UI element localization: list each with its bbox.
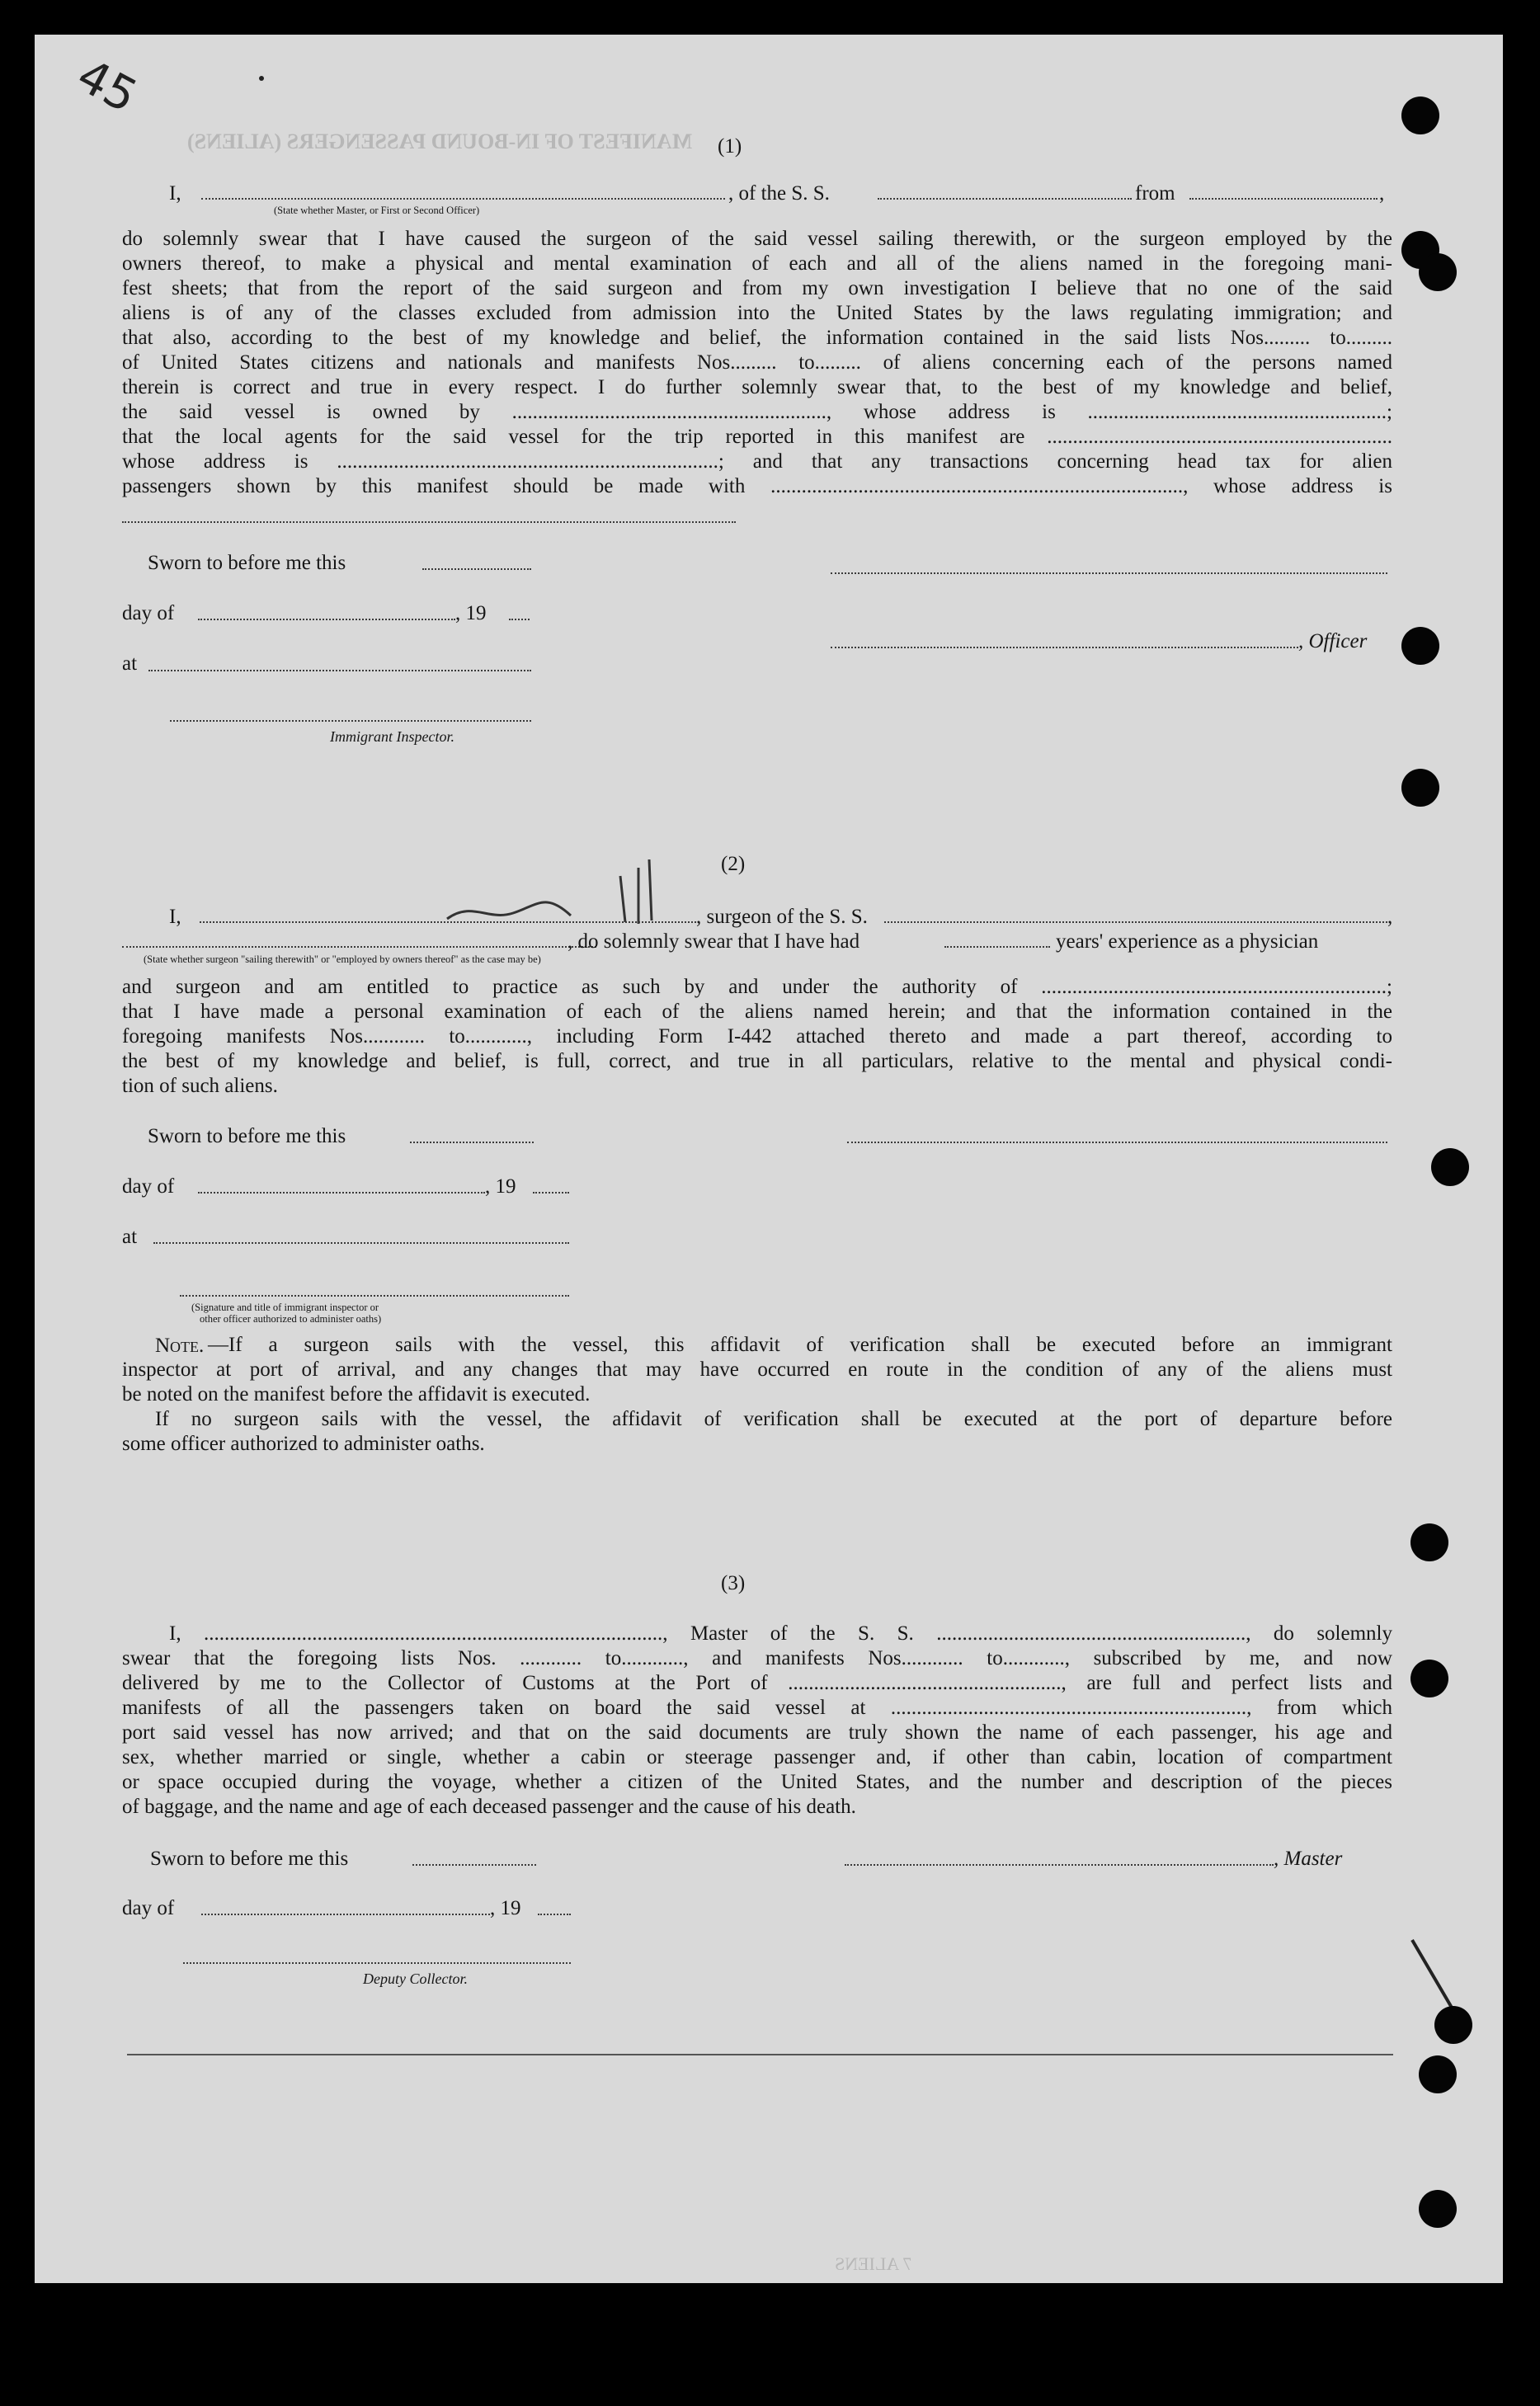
officer-name-field bbox=[201, 198, 725, 200]
sworn-day-field bbox=[422, 568, 531, 570]
punch-hole bbox=[1401, 627, 1439, 665]
section-2-line: tion of such aliens. bbox=[122, 1075, 278, 1097]
ink-dot bbox=[259, 76, 264, 81]
sworn-label: Sworn to before me this bbox=[148, 1125, 346, 1147]
section-1-line: that the local agents for the said vessel for the trip reported in this manifest are ................................................................... bbox=[122, 426, 1392, 448]
section-1-line: passengers shown by this manifest should be made with ................................................................................, whose address is bbox=[122, 475, 1392, 497]
year-label: , 19 bbox=[455, 602, 487, 624]
years-exp-label: years' experience as a physician bbox=[1056, 930, 1319, 953]
section-1-line: of United States citizens and nationals and manifests Nos......... to......... of aliens concerning each of the persons named bbox=[122, 351, 1392, 374]
tax-address-field bbox=[122, 521, 736, 523]
year-label: , 19 bbox=[485, 1175, 516, 1198]
signature-caption: other officer authorized to administer oaths) bbox=[200, 1313, 382, 1325]
document-page: MANIFEST OF IN-BOUND PASSENGERS (ALIENS) 7 ALIENS 45 (1) I, , of the S. S. from , (State whether Master, or First or Second Officer) do solemnly swear that I have caused the surgeon of the said vessel sailing therewith, or the surgeon employed by the owners thereof, to make a physical and mental examination of each and all of the aliens named in the foregoing mani- fest sheets; that from the report of the said surgeon and from my own investigation I believe that no one of the said aliens is of any of the classes excluded from admission into the United States by the laws regulating immigration; and that also, according to the best of my knowledge and belief, the information contained in the said lists Nos......... to......... of United States citizens and nationals and manifests Nos......... to......... of aliens concerning each of the persons named therein is correct and true in every respect. I do further solemnly swear that, to the best of my knowledge and belief, the said vessel is owned by ............................................................., whose address is ..........................................................; that the local agents for the said vessel for the trip reported in this manifest are ................................................................... whose address is ..........................................................................; and that any transactions concerning head tax for alien passengers shown by this manifest should be made with ................................................................................, whose address is Sworn to before me this day of , 19 at Immigrant Inspector. , Officer (2) I, , surgeon of the S. S. , , do solemnly swear that I have had years' experience as a physician (State whether surgeon "sailing therewith" or "employed by owners thereof" as the case may be) and surgeon and am entitled to practice as such by and under the authority of ...................................................................; that I have made a personal examination of each of the aliens named herein; and that the information contained in the foregoing manifests Nos............ to............, including Form I-442 attached thereto and made a part thereof, according to the best of my knowledge and belief, is full, correct, and true in all particulars, relative to the mental and physical condi- tion of such aliens. Sworn to before me this day of , 19 at (Signature and title of immigrant inspector or other officer authorized to administer oaths) Note. —If a surgeon sails with the vessel, this affidavit of verification shall be executed before an immigrant inspector at port of arrival, and any changes that may have occurred en route in the condition of any of the aliens must be noted on the manifest before the affidavit is executed. If no surgeon sails with the vessel, the affidavit of verification shall be executed at the port of departure before some officer authorized to administer oaths. (3) I, ........................................................................................., Master of the S. S. ............................................................, do solemnly swear that the foregoing lists Nos. ............ to............, and manifests Nos............ to............, subscribed by me, and now delivered by me to the Collector of Customs at the Port of ....................................................., are full and perfect lists and manifests of all the passengers taken on board the said vessel at ....................................................................., from which port said vessel has now arrived; and that on the said documents are truly shown the name of each passenger, his age and sex, whether married or single, whether a cabin or steerage passenger and, if other than cabin, location of compartment or space occupied during the voyage, whether a citizen of the United States, and the number and description of the pieces of baggage, and the name and age of each deceased passenger and the cause of his death. Sworn to before me this , Master day of , 19 Deputy Collector. bbox=[35, 35, 1503, 2283]
section-3-line: manifests of all the passengers taken on board the said vessel at ....................................................................., from which bbox=[122, 1697, 1392, 1719]
note-line: —If a surgeon sails with the vessel, this affidavit of verification shall be executed before an immigrant bbox=[208, 1334, 1392, 1356]
year-field bbox=[509, 619, 530, 620]
surgeon-ship-field bbox=[884, 921, 1387, 923]
officer-signature-line-1 bbox=[831, 572, 1387, 574]
signature-caption: (Signature and title of immigrant inspector or bbox=[191, 1302, 379, 1313]
punch-hole bbox=[1419, 2190, 1457, 2228]
section-2-line: that I have made a personal examination of each of the aliens named herein; and that the information contained in the bbox=[122, 1001, 1392, 1023]
years-field bbox=[944, 946, 1050, 948]
at-label: at bbox=[122, 652, 138, 675]
do-swear-label: , do solemnly swear that I have had bbox=[567, 930, 860, 953]
day-of-field bbox=[198, 1192, 485, 1194]
day-of-field bbox=[198, 619, 455, 620]
note-line: be noted on the manifest before the affidavit is executed. bbox=[122, 1383, 591, 1405]
section-1-caption: (State whether Master, or First or Second Officer) bbox=[274, 205, 480, 216]
section-1-line: do solemnly swear that I have caused the surgeon of the said vessel sailing therewith, or the surgeon employed by the bbox=[122, 228, 1392, 250]
inspector-signature-line bbox=[180, 1295, 569, 1297]
year-label: , 19 bbox=[490, 1897, 521, 1919]
section-3-line: or space occupied during the voyage, whether a citizen of the United States, and the number and description of the pieces bbox=[122, 1771, 1392, 1793]
note-label: Note. bbox=[155, 1335, 205, 1357]
sworn-day-field bbox=[412, 1864, 536, 1866]
handwritten-signature bbox=[422, 843, 703, 934]
section-3-line: swear that the foregoing lists Nos. ............ to............, and manifests Nos............ to............, subscribed by me, and now bbox=[122, 1647, 1392, 1669]
section-3-line: I, ........................................................................................., Master of the S. S. ............................................................, do solemnly bbox=[169, 1622, 1392, 1645]
officer-signature-line-2 bbox=[831, 647, 1298, 648]
section-3-line: port said vessel has now arrived; and that on the said documents are truly shown the name of each passenger, his age and bbox=[122, 1721, 1392, 1744]
from-port-field bbox=[1189, 198, 1378, 200]
section-1-line: that also, according to the best of my knowledge and belief, the information contained in the said lists Nos......... to......... bbox=[122, 327, 1392, 349]
section-1-lead: I, bbox=[169, 182, 181, 205]
section-1-line: whose address is ..........................................................................; and that any transactions concerning head tax for alien bbox=[122, 450, 1392, 473]
note-line: If no surgeon sails with the vessel, the affidavit of verification shall be executed at the port of departure before bbox=[155, 1408, 1392, 1430]
collector-caption: Deputy Collector. bbox=[363, 1970, 468, 1987]
day-of-label: day of bbox=[122, 1175, 175, 1198]
from-label: from bbox=[1135, 182, 1175, 205]
section-3-line: delivered by me to the Collector of Customs at the Port of ....................................................., are full and perfect lists and bbox=[122, 1672, 1392, 1694]
punch-hole bbox=[1419, 253, 1457, 291]
section-3-line: sex, whether married or single, whether a cabin or steerage passenger and, if other than cabin, location of compartment bbox=[122, 1746, 1392, 1768]
section-2-line: the best of my knowledge and belief, is full, correct, and true in all particulars, relative to the mental and physical condi- bbox=[122, 1050, 1392, 1072]
at-field bbox=[148, 670, 531, 671]
section-1-line: fest sheets; that from the report of the said surgeon and from my own investigation I believe that no one of the said bbox=[122, 277, 1392, 299]
day-of-label: day of bbox=[122, 1897, 175, 1919]
at-label: at bbox=[122, 1226, 138, 1248]
surgeon-signature-line bbox=[847, 1142, 1387, 1143]
bleed-through-heading: MANIFEST OF IN-BOUND PASSENGERS (ALIENS) bbox=[187, 129, 693, 153]
bottom-rule bbox=[127, 2054, 1393, 2055]
surgeon-status-field bbox=[122, 946, 596, 948]
section-3-number: (3) bbox=[721, 1572, 746, 1594]
note-line: some officer authorized to administer oaths. bbox=[122, 1433, 485, 1455]
punch-hole bbox=[1410, 1660, 1448, 1697]
surgeon-of-label: , surgeon of the S. S. bbox=[696, 906, 868, 928]
punch-hole bbox=[1434, 2006, 1472, 2044]
surgeon-name-field bbox=[200, 921, 696, 923]
section-1-number: (1) bbox=[718, 135, 742, 158]
sworn-day-field bbox=[410, 1142, 534, 1143]
ship-name-field bbox=[878, 198, 1132, 200]
punch-hole bbox=[1410, 1523, 1448, 1561]
master-signature-line bbox=[845, 1864, 1274, 1866]
day-of-field bbox=[201, 1914, 490, 1915]
pen-stroke bbox=[1404, 1932, 1478, 2022]
at-field bbox=[153, 1242, 569, 1244]
section-2-line: and surgeon and am entitled to practice as such by and under the authority of ...................................................................; bbox=[122, 976, 1392, 998]
section-2-caption: (State whether surgeon "sailing therewith" or "employed by owners thereof" as the case may be) bbox=[144, 953, 541, 965]
section-2-lead: I, bbox=[169, 906, 181, 928]
section-1-line: owners thereof, to make a physical and mental examination of each and all of the aliens named in the foregoing mani- bbox=[122, 252, 1392, 275]
inspector-caption: Immigrant Inspector. bbox=[330, 728, 454, 745]
collector-signature-line bbox=[183, 1962, 571, 1964]
master-label: , Master bbox=[1274, 1848, 1343, 1870]
punch-hole bbox=[1401, 769, 1439, 807]
note-line: inspector at port of arrival, and any changes that may have occurred en route in the condition of any of the aliens must bbox=[122, 1358, 1392, 1381]
corner-handwritten-mark: 45 bbox=[68, 49, 146, 124]
of-the-ss-label: , of the S. S. bbox=[728, 182, 830, 205]
section-1-line: the said vessel is owned by ............................................................., whose address is ..........................................................; bbox=[122, 401, 1392, 423]
punch-hole bbox=[1401, 97, 1439, 134]
punch-hole bbox=[1431, 1148, 1469, 1186]
sworn-label: Sworn to before me this bbox=[150, 1848, 349, 1870]
officer-label: , Officer bbox=[1298, 630, 1368, 652]
year-field bbox=[538, 1914, 571, 1915]
section-2-line: foregoing manifests Nos............ to............, including Form I-442 attached thereto and made a part thereof, according to bbox=[122, 1025, 1392, 1048]
punch-hole bbox=[1419, 2055, 1457, 2093]
day-of-label: day of bbox=[122, 602, 175, 624]
sworn-label: Sworn to before me this bbox=[148, 552, 346, 574]
bleed-through-code: 7 ALIENS bbox=[835, 2253, 912, 2274]
section-1-line: aliens is of any of the classes excluded from admission into the United States by the laws regulating immigration; and bbox=[122, 302, 1392, 324]
inspector-signature-line bbox=[170, 720, 531, 722]
section-3-line: of baggage, and the name and age of each deceased passenger and the cause of his death. bbox=[122, 1796, 856, 1818]
section-2-number: (2) bbox=[721, 853, 746, 875]
year-field bbox=[533, 1192, 569, 1194]
section-1-line: therein is correct and true in every respect. I do further solemnly swear that, to the best of my knowledge and belief, bbox=[122, 376, 1392, 398]
